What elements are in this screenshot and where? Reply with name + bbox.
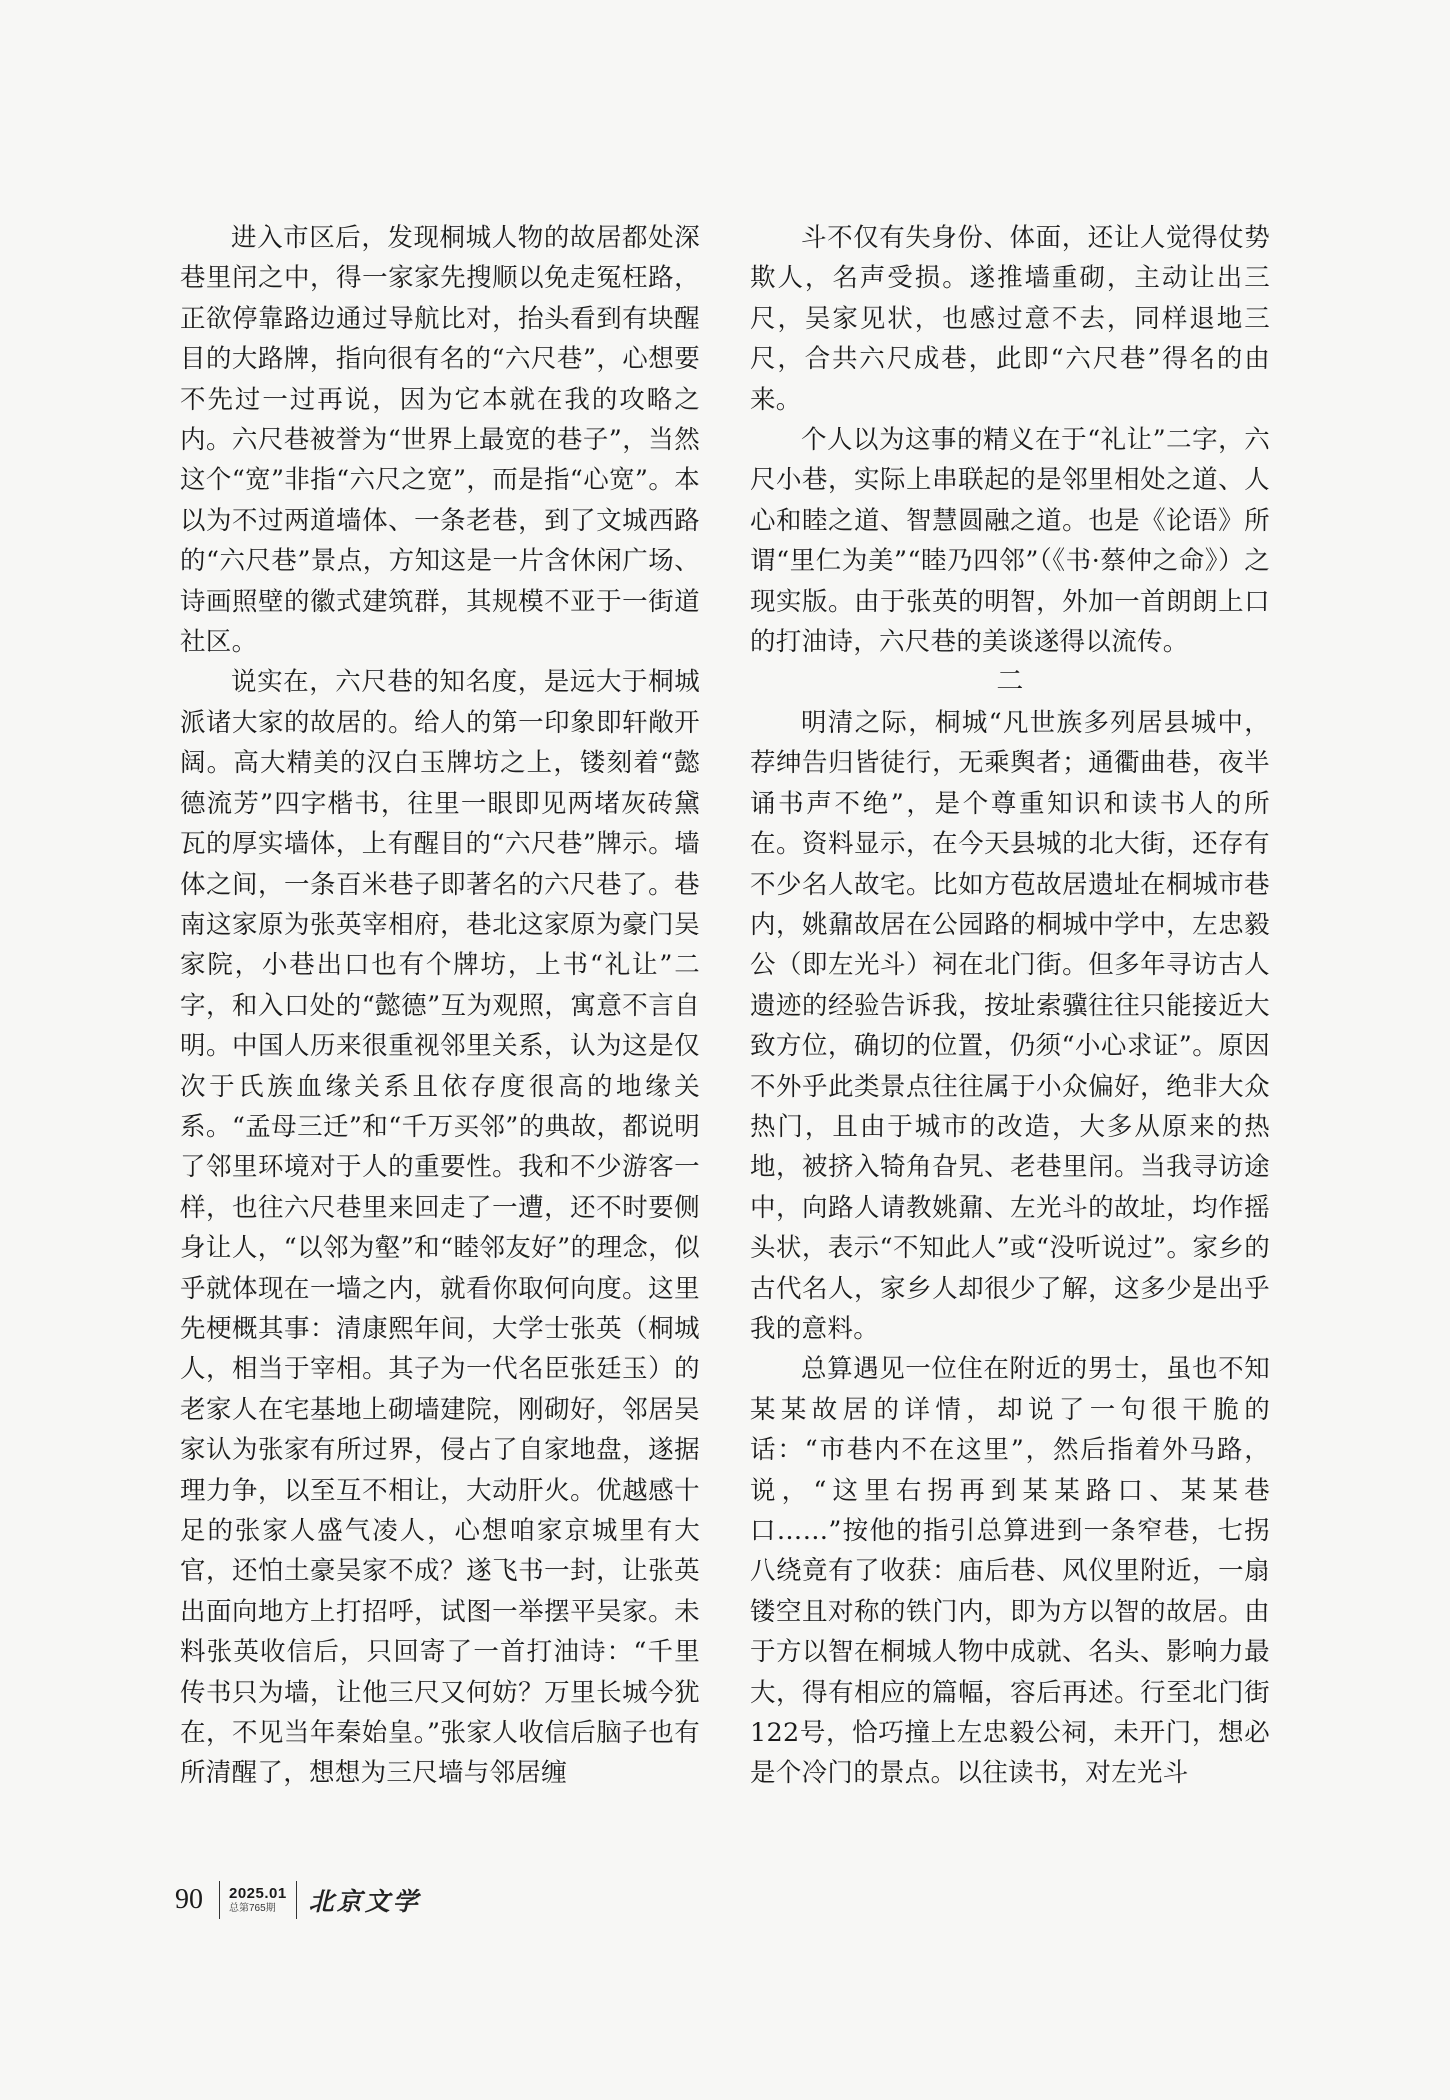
body-paragraph: 总算遇见一位住在附近的男士，虽也不知某某故居的详情，却说了一句很干脆的话：“市巷内不在这里”，然后指着外马路，说，“这里右拐再到某某路口、某某巷口……”按他的指引总算进到一条窄巷，七拐八绕竟有了收获：庙后巷、风仪里附近，一扇镂空且对称的铁门内，即为方以智的故居。由于方以智在桐城人物中成就、名头、影响力最大，得有相应的篇幅，容后再述。行至北门街122号，恰巧撞上左忠毅公祠，未开门，想必是个冷门的景点。以往读书，对左光斗 <box>750 1354 1270 1789</box>
page-number: 90 <box>175 1884 203 1915</box>
section-heading: 二 <box>996 666 1024 698</box>
body-paragraph: 斗不仅有失身份、体面，还让人觉得仗势欺人，名声受损。遂推墙重砌，主动让出三尺，吴家见状，也感过意不去，同样退地三尺，合共六尺成巷，此即“六尺巷”得名的由来。 <box>750 223 1270 415</box>
left-column <box>180 218 700 1794</box>
page-footer <box>175 1878 421 1922</box>
body-paragraph: 进入市区后，发现桐城人物的故居都处深巷里闬之中，得一家家先搜顺以免走冤枉路，正欲停靠路边通过导航比对，抬头看到有块醒目的大路牌，指向很有名的“六尺巷”，心想要不先过一过再说，因为它本就在我的攻略之内。六尺巷被誉为“世界上最宽的巷子”，当然这个“宽”非指“六尺之宽”，而是指“心宽”。本以为不过两道墙体、一条老巷，到了文城西路的“六尺巷”景点，方知这是一片含休闲广场、诗画照壁的徽式建筑群，其规模不亚于一街道社区。 <box>180 223 700 658</box>
issue-info <box>220 1886 296 1914</box>
body-paragraph: 说实在，六尺巷的知名度，是远大于桐城派诸大家的故居的。给人的第一印象即轩敞开阔。高大精美的汉白玉牌坊之上，镂刻着“懿德流芳”四字楷书，往里一眼即见两堵灰砖黛瓦的厚实墙体，上有醒目的“六尺巷”牌示。墙体之间，一条百米巷子即著名的六尺巷了。巷南这家原为张英宰相府，巷北这家原为豪门吴家院，小巷出口也有个牌坊，上书“礼让”二字，和入口处的“懿德”互为观照，寓意不言自明。中国人历来很重视邻里关系，认为这是仅次于氏族血缘关系且依存度很高的地缘关系。“孟母三迁”和“千万买邻”的典故，都说明了邻里环境对于人的重要性。我和不少游客一样，也往六尺巷里来回走了一遭，还不时要侧身让人，“以邻为壑”和“睦邻友好”的理念，似乎就体现在一墙之内，就看你取何向度。这里先梗概其事：清康熙年间，大学士张英（桐城人，相当于宰相。其子为一代名臣张廷玉）的老家人在宅基地上砌墙建院，刚砌好，邻居吴家认为张家有所过界，侵占了自家地盘，遂据理力争，以至互不相让，大动肝火。优越感十足的张家人盛气凌人，心想咱家京城里有大官，还怕土豪吴家不成？遂飞书一封，让张英出面向地方上打招呼，试图一举摆平吴家。未料张英收信后，只回寄了一首打油诗：“千里传书只为墙，让他三尺又何妨？万里长城今犹在，不见当年秦始皇。”张家人收信后脑子也有所清醒了，想想为三尺墙与邻居缠 <box>180 667 700 1789</box>
issue-total: 总第765期 <box>229 1902 276 1914</box>
body-paragraph: 个人以为这事的精义在于“礼让”二字，六尺小巷，实际上串联起的是邻里相处之道、人心和睦之道、智慧圆融之道。也是《论语》所谓“里仁为美”“睦乃四邻”（《书·蔡仲之命》）之现实版。由于张英的明智，外加一首朗朗上口的打油诗，六尺巷的美谈遂得以流传。 <box>750 425 1270 658</box>
footer-divider <box>296 1881 297 1919</box>
right-column <box>750 218 1270 1794</box>
body-paragraph: 明清之际，桐城“凡世族多列居县城中，荐绅告归皆徒行，无乘舆者；通衢曲巷，夜半诵书声不绝”，是个尊重知识和读书人的所在。资料显示，在今天县城的北大街，还存有不少名人故宅。比如方苞故居遗址在桐城市巷内，姚鼐故居在公园路的桐城中学中，左忠毅公（即左光斗）祠在北门街。但多年寻访古人遗迹的经验告诉我，按址索骥往往只能接近大致方位，确切的位置，仍须“小心求证”。原因不外乎此类景点往往属于小众偏好，绝非大众热门，且由于城市的改造，大多从原来的热地，被挤入犄角旮旯、老巷里闬。当我寻访途中，向路人请教姚鼐、左光斗的故址，均作摇头状，表示“不知此人”或“没听说过”。家乡的古代名人，家乡人却很少了解，这多少是出乎我的意料。 <box>750 707 1270 1344</box>
issue-date: 2025.01 <box>229 1885 287 1903</box>
journal-title-logo: 北京文学 <box>308 1887 421 1916</box>
